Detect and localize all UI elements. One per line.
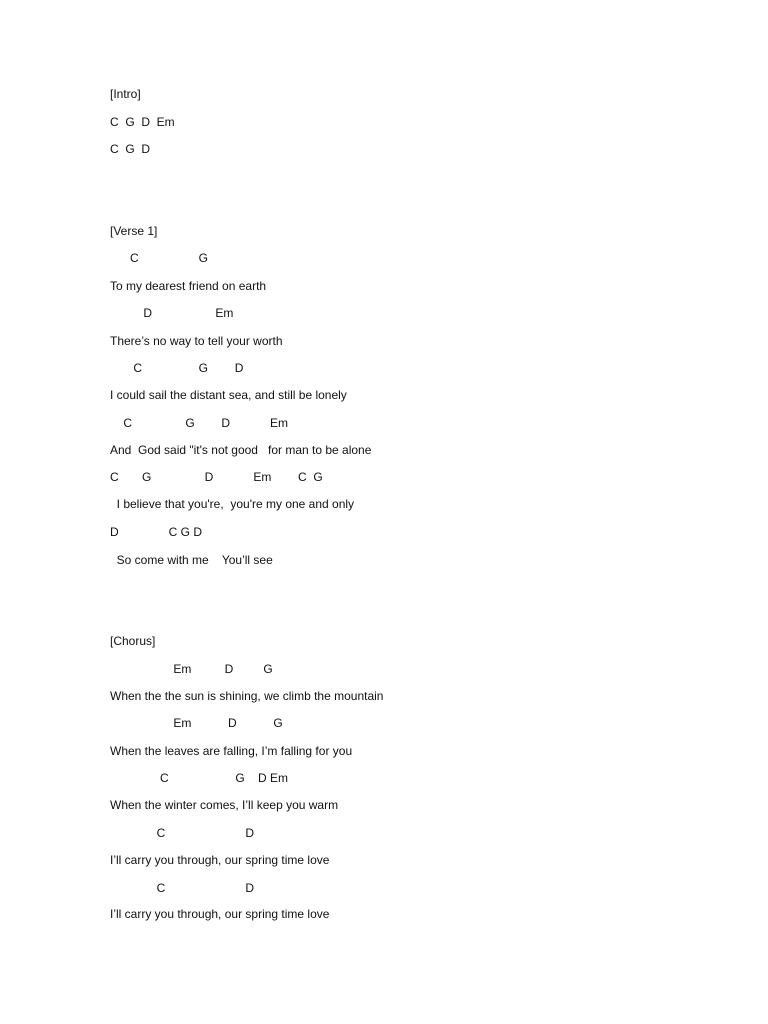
lyric-line: I’ll carry you through, our spring time love [110,853,330,867]
chord-line: C G D Em [110,416,289,430]
lyric-line: I’ll carry you through, our spring time love [110,907,330,921]
lyric-line: There’s no way to tell your worth [110,334,283,348]
section-header-chorus: [Chorus] [110,634,156,648]
chord-line: D C G D [110,525,203,539]
chord-line: C G D Em [110,115,175,129]
chord-line: Em D G [110,662,273,676]
chord-line: C G D [110,361,244,375]
lyric-line: I could sail the distant sea, and still be lonely [110,388,347,402]
lyric-line: And God said "it's not good for man to be alone [110,443,372,457]
chord-line: D Em [110,306,234,320]
chord-line: C G D Em C G [110,470,323,484]
lyric-line: So come with me You’ll see [110,553,273,567]
chord-line: C D [110,826,255,840]
lyric-line: When the the sun is shining, we climb the mountain [110,689,384,703]
chord-line: C G D Em [110,771,289,785]
lyric-line: When the winter comes, I’ll keep you warm [110,798,339,812]
chord-line: C D [110,881,255,895]
chord-line: C G [110,251,209,265]
section-header-verse-1: [Verse 1] [110,224,158,238]
section-header-intro: [Intro] [110,87,141,101]
lyric-line: When the leaves are falling, I’m falling for you [110,744,353,758]
chord-line: Em D G [110,716,283,730]
chord-line: C G D [110,142,151,156]
lyric-line: I believe that you're, you're my one and only [110,497,355,511]
lyric-line: To my dearest friend on earth [110,279,267,293]
